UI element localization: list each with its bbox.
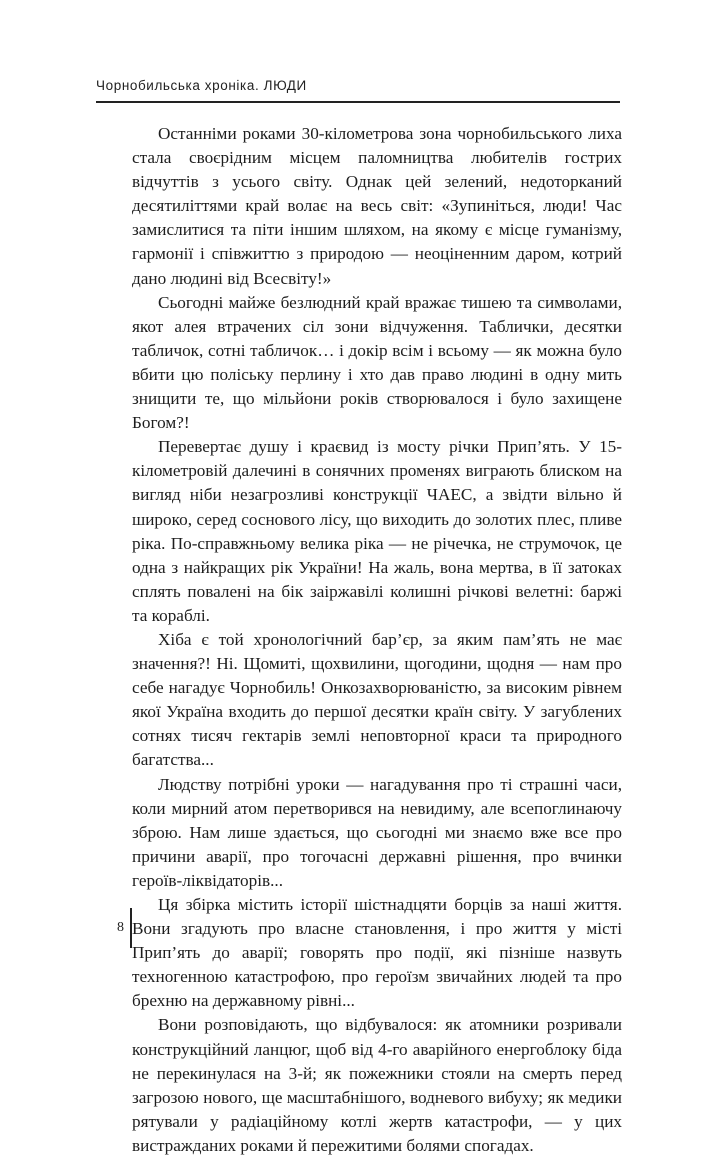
paragraph-1: Останніми роками 30-кілометрова зона чорнобильського лиха стала своєрідним місцем паломництва любителів гострих відчуттів з усього світу. Однак цей зелений, недоторканий десятиліттями край волає на весь світ: «Зупиніться, люди! Час замислитися та піти іншим шляхом, на якому є місце гуманізму, гармонії і співжиттю з природою — неоціненним даром, котрий дано людині від Всесвіту!» [132, 124, 622, 288]
page-number: 8 [117, 920, 124, 935]
paragraph-7: Вони розповідають, що відбувалося: як атомники розривали конструкційний ланцюг, щоб від 4-го аварійного енергоблоку біда не перекинулася на 3-й; як пожежники стояли на смерть перед загрозою нового, ще масштабнішого, водневого вибуху; як медики рятували у радіаційному котлі жертв катастрофи, — у цих вистражданих роками й пережитими болями спогадах. [132, 1015, 622, 1155]
page-number-rule [130, 908, 132, 948]
paragraph-5: Людству потрібні уроки — нагадування про ті страшні часи, коли мирний атом перетворився на невидиму, але всепоглинаючу зброю. Нам лише здається, що сьогодні ми знаємо вже все про причини аварії, про тогочасні державні рішення, про вчинки героїв-ліквідаторів... [132, 774, 622, 890]
paragraph-4: Хіба є той хронологічний бар’єр, за яким пам’ять не має значення?! Ні. Щомиті, щохвилини, щогодини, щодня — нам про себе нагадує Чорнобиль! Онкозахворюваністю, за високим рівнем якої Україна входить до першої десятки країн світу. У загублених сотнях тисяч гектарів землі неповторної краси та природного багатства... [132, 629, 622, 770]
body-text [132, 122, 622, 1158]
header-rule [96, 101, 620, 103]
running-header: Чорнобильська хроніка. ЛЮДИ [96, 78, 307, 93]
paragraph-3: Перевертає душу і краєвид із мосту річки Прип’ять. У 15-кілометровій далечині в сонячних променях виграють блиском на вигляд ніби незагрозливі конструкції ЧАЕС, а звідти вільно й широко, серед соснового лісу, що виходить до золотих плес, пливе ріка. По-справжньому велика ріка — не річечка, не струмочок, це одна з найкращих рік України! На жаль, вона мертва, в її затоках сплять повалені на бік заіржавілі колишні річкові велетні: баржі та кораблі. [132, 437, 622, 625]
paragraph-6: Ця збірка містить історії шістнадцяти борців за наші життя. Вони згадують про власне становлення, і про життя у місті Прип’ять до аварії; говорять про події, які пізніше назвуть техногенною катастрофою, про героїзм звичайних людей та про брехню на державному рівні... [132, 895, 622, 1011]
paragraph-2: Сьогодні майже безлюдний край вражає тишею та символами, якот алея втрачених сіл зони відчуження. Таблички, десятки табличок, сотні табличок… і докір всім і всьому — як можна було вбити цю поліську перлину і хто дав право людині в одну мить знищити те, що мільйони років створювалося і було захищене Богом?! [132, 292, 622, 433]
